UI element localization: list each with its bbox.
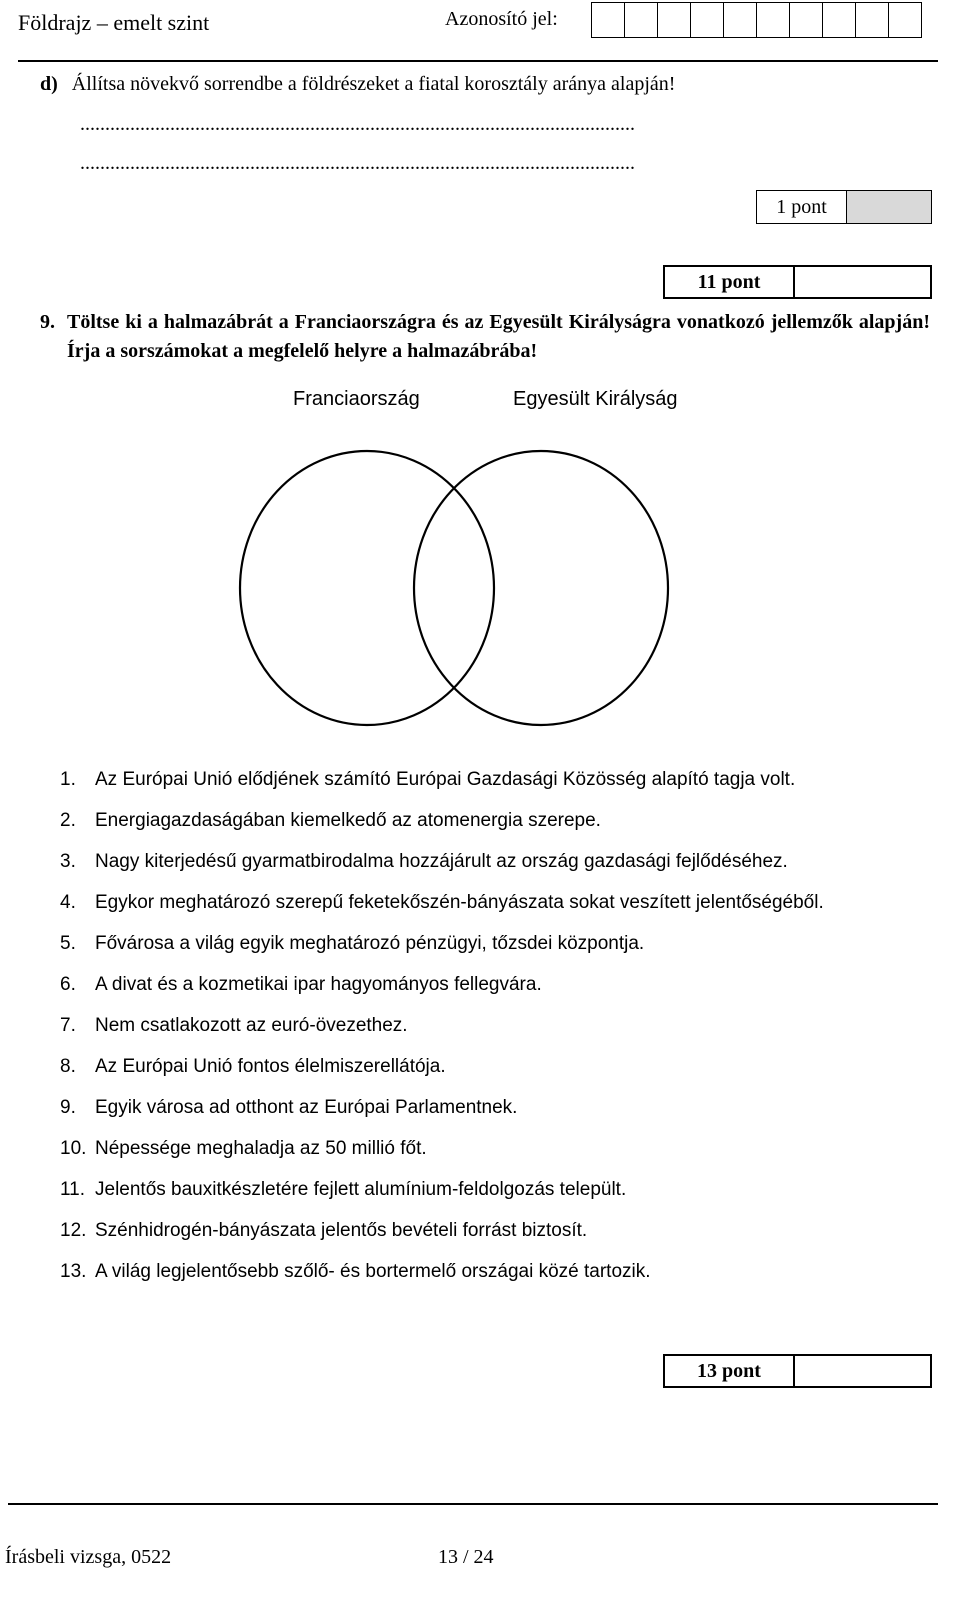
statement-number: 9. — [60, 1097, 76, 1118]
statement-item — [60, 1259, 905, 1285]
id-box[interactable] — [855, 2, 889, 38]
question-9-score-label: 13 pont — [697, 1359, 761, 1382]
id-box[interactable] — [888, 2, 922, 38]
score-label: 1 pont — [776, 195, 827, 218]
subtotal-label: 11 pont — [697, 270, 761, 293]
statement-number: 3. — [60, 851, 76, 872]
id-label: Azonosító jel: — [445, 8, 558, 30]
statement-item — [60, 808, 905, 834]
answer-line-2[interactable]: ............................................................................................................... — [80, 152, 635, 174]
statement-text: Az Európai Unió fontos élelmiszerellátója. — [95, 1056, 446, 1077]
statement-text: Nem csatlakozott az euró-övezethez. — [95, 1015, 408, 1036]
statement-item — [60, 1136, 905, 1162]
statement-number: 4. — [60, 892, 76, 913]
venn-diagram[interactable] — [235, 448, 675, 732]
statement-item — [60, 767, 905, 793]
statement-text: Egyik városa ad otthont az Európai Parlamentnek. — [95, 1097, 518, 1118]
venn-circle-uk[interactable] — [414, 451, 668, 725]
statement-text: Jelentős bauxitkészletére fejlett alumínium-feldolgozás települt. — [95, 1179, 627, 1200]
venn-circle-france[interactable] — [240, 451, 494, 725]
statement-number: 10. — [60, 1138, 87, 1159]
subtotal-score-box — [663, 265, 932, 299]
statement-item — [60, 1095, 905, 1121]
question-9-number: 9. — [40, 311, 55, 333]
statement-list — [60, 767, 905, 1300]
venn-label-france: Franciaország — [293, 388, 420, 410]
statement-item — [60, 849, 905, 875]
id-box[interactable] — [690, 2, 724, 38]
statement-number: 6. — [60, 974, 76, 995]
id-box[interactable] — [624, 2, 658, 38]
statement-number: 5. — [60, 933, 76, 954]
id-box[interactable] — [723, 2, 757, 38]
statement-text: Fővárosa a világ egyik meghatározó pénzügyi, tőzsdei központja. — [95, 933, 645, 954]
statement-text: Nagy kiterjedésű gyarmatbirodalma hozzájárult az ország gazdasági fejlődéséhez. — [95, 851, 788, 872]
question-9-text: Töltse ki a halmazábrát a Franciaországra és az Egyesült Királyságra vonatkozó jellemzők alapján! Írja a sorszámokat a megfelelő helyre a halmazábrába! — [67, 311, 930, 362]
statement-item — [60, 1054, 905, 1080]
question-9-score-box — [663, 1354, 932, 1388]
score-entry-cell[interactable] — [846, 191, 931, 223]
statement-item — [60, 1013, 905, 1039]
statement-text: Népessége meghaladja az 50 millió főt. — [95, 1138, 427, 1159]
question-d-text: Állítsa növekvő sorrendbe a földrészeket a fiatal korosztály aránya alapján! — [71, 73, 676, 95]
subtotal-entry-cell[interactable] — [793, 267, 930, 297]
statement-number: 13. — [60, 1261, 87, 1282]
id-code-boxes — [592, 2, 922, 38]
footer-divider — [8, 1503, 938, 1505]
id-box[interactable] — [657, 2, 691, 38]
statement-text: A világ legjelentősebb szőlő- és bortermelő országai közé tartozik. — [95, 1261, 651, 1282]
statement-text: Az Európai Unió elődjének számító Európai Gazdasági Közösség alapító tagja volt. — [95, 769, 796, 790]
question-d — [40, 73, 675, 96]
statement-text: A divat és a kozmetikai ipar hagyományos fellegvára. — [95, 974, 542, 995]
header-title: Földrajz – emelt szint — [18, 10, 210, 35]
answer-line-1[interactable]: ............................................................................................................... — [80, 113, 635, 135]
question-9-score-entry-cell[interactable] — [793, 1356, 930, 1386]
question-d-letter: d) — [40, 73, 58, 95]
statement-number: 11. — [60, 1179, 86, 1200]
venn-label-uk: Egyesült Királyság — [513, 388, 678, 410]
statement-item — [60, 972, 905, 998]
statement-number: 7. — [60, 1015, 76, 1036]
statement-text: Energiagazdaságában kiemelkedő az atomenergia szerepe. — [95, 810, 601, 831]
statement-text: Egykor meghatározó szerepű feketekőszén-bányászata sokat veszített jelentőségéből. — [95, 892, 824, 913]
id-box[interactable] — [789, 2, 823, 38]
id-box[interactable] — [591, 2, 625, 38]
statement-item — [60, 1218, 905, 1244]
score-box-d — [756, 190, 932, 224]
statement-number: 2. — [60, 810, 76, 831]
id-box[interactable] — [822, 2, 856, 38]
statement-number: 1. — [60, 769, 76, 790]
statement-item — [60, 1177, 905, 1203]
header-divider — [18, 60, 938, 62]
footer-exam-code: Írásbeli vizsga, 0522 — [5, 1546, 172, 1568]
statement-number: 12. — [60, 1220, 87, 1241]
statement-number: 8. — [60, 1056, 76, 1077]
statement-item — [60, 890, 905, 916]
question-9 — [40, 308, 930, 366]
id-box[interactable] — [756, 2, 790, 38]
statement-item — [60, 931, 905, 957]
footer-page-number: 13 / 24 — [438, 1546, 494, 1568]
statement-text: Szénhidrogén-bányászata jelentős bevételi forrást biztosít. — [95, 1220, 588, 1241]
